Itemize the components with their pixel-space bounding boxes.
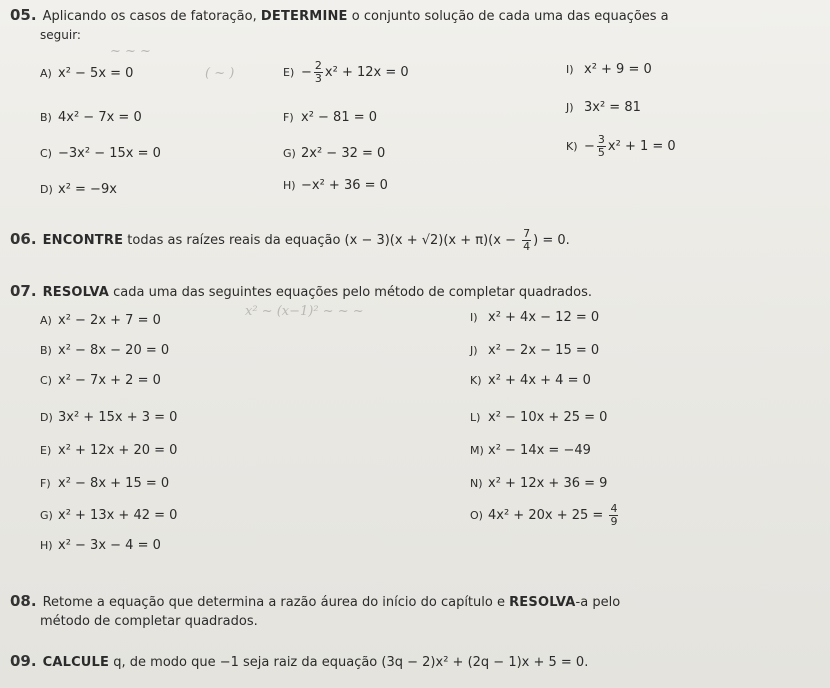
q05-item-g: G) 2x² − 32 = 0 — [283, 146, 386, 161]
q07-item-g: G) x² + 13x + 42 = 0 — [40, 508, 178, 523]
q06-statement: 06. ENCONTRE todas as raízes reais da equação (x − 3)(x + √2)(x + π)(x − $\frac{7}{4}$ ) = 0. — [10, 227, 570, 253]
q05-number: 05. — [10, 6, 37, 24]
q07-item-o: O) 4x² + 20x + 25 = $\frac{4}{9}$ — [470, 502, 618, 528]
q05-item-b: B) 4x² − 7x = 0 — [40, 110, 142, 125]
q08-statement-cont: método de completar quadrados. — [40, 614, 258, 629]
q06-number: 06. — [10, 230, 37, 248]
q05-item-c: C) −3x² − 15x = 0 — [40, 146, 161, 161]
q05-item-j: J) 3x² = 81 — [566, 100, 641, 115]
q07-keyword: RESOLVA — [42, 285, 110, 300]
q07-item-e: E) x² + 12x + 20 = 0 — [40, 443, 178, 458]
q07-item-m: M) x² − 14x = −49 — [470, 443, 591, 458]
q05-item-i: I) x² + 9 = 0 — [566, 62, 652, 77]
q07-item-b: B) x² − 8x − 20 = 0 — [40, 343, 170, 358]
q07-item-a: A) x² − 2x + 7 = 0 — [40, 313, 161, 328]
q05-item-d: D) x² = −9x — [40, 182, 117, 197]
q07-item-l: L) x² − 10x + 25 = 0 — [470, 410, 608, 425]
q09-statement: 09. CALCULE q, de modo que −1 seja raiz da equação (3q − 2)x² + (2q − 1)x + 5 = 0. — [10, 652, 589, 670]
q05-item-e: E) − $\frac{2}{3}$ x² + 12x = 0 — [283, 59, 409, 85]
q07-item-j: J) x² − 2x − 15 = 0 — [470, 343, 600, 358]
q05-item-k: K) − $\frac{3}{5}$ x² + 1 = 0 — [566, 133, 676, 159]
q05-statement: 05. Aplicando os casos de fatoração, DETERMINE o conjunto solução de cada uma das equações a — [10, 6, 669, 24]
pencil-scribble: ~ ~ ~ — [110, 44, 151, 59]
q09-number: 09. — [10, 652, 37, 670]
q05-item-f: F) x² − 81 = 0 — [283, 110, 378, 125]
q07-item-f: F) x² − 8x + 15 = 0 — [40, 476, 170, 491]
q06-keyword: ENCONTRE — [42, 233, 124, 248]
q07-item-i: I) x² + 4x − 12 = 0 — [470, 310, 600, 325]
q07-item-c: C) x² − 7x + 2 = 0 — [40, 373, 161, 388]
q08-number: 08. — [10, 592, 37, 610]
q07-item-n: N) x² + 12x + 36 = 9 — [470, 476, 608, 491]
q07-item-d: D) 3x² + 15x + 3 = 0 — [40, 410, 178, 425]
q07-number: 07. — [10, 282, 37, 300]
q08-keyword: RESOLVA — [509, 595, 576, 610]
q08-statement: 08. Retome a equação que determina a razão áurea do início do capítulo e RESOLVA-a pelo — [10, 592, 621, 610]
pencil-scribble: x² ~ (x−1)² ~ ~ ~ — [245, 304, 364, 319]
q05-item-a: A) x² − 5x = 0 — [40, 66, 134, 81]
q05-keyword: DETERMINE — [260, 9, 348, 24]
q05-item-h: H) −x² + 36 = 0 — [283, 178, 388, 193]
q07-item-h: H) x² − 3x − 4 = 0 — [40, 538, 161, 553]
pencil-scribble: ( ~ ) — [205, 66, 235, 81]
q05-statement-cont: seguir: — [40, 28, 81, 42]
q09-keyword: CALCULE — [42, 655, 110, 670]
q07-item-k: K) x² + 4x + 4 = 0 — [470, 373, 591, 388]
q07-statement: 07. RESOLVA cada uma das seguintes equações pelo método de completar quadrados. — [10, 282, 593, 300]
